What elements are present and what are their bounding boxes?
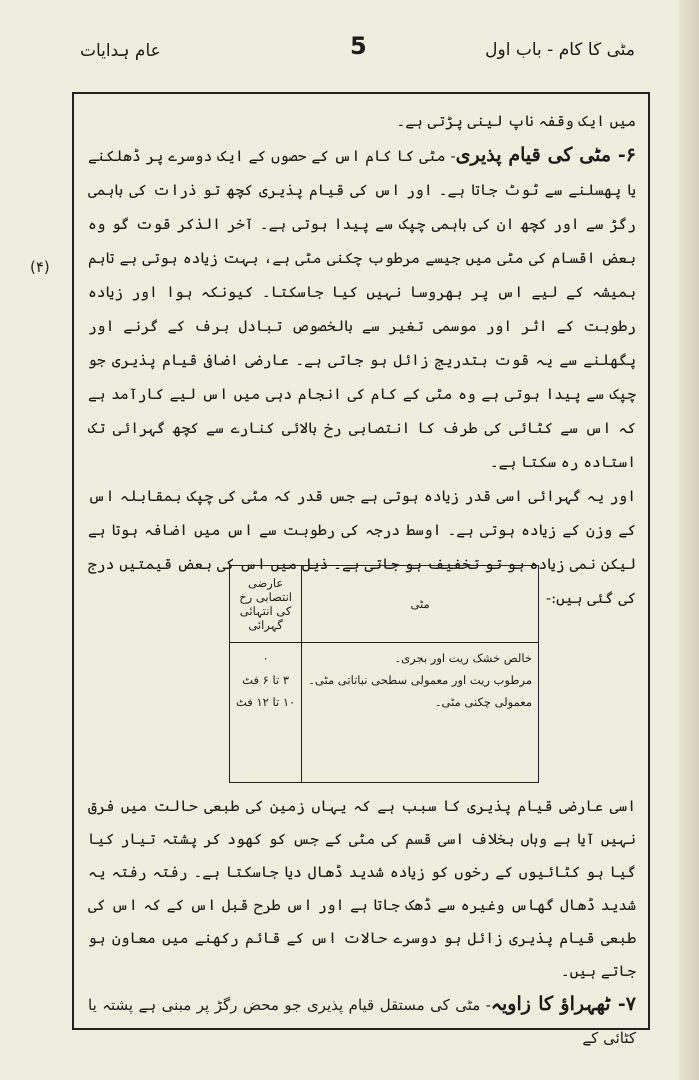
running-head-left: عام ہدایات [80,41,161,61]
running-head-right: مٹی کا کام - باب اول [485,40,635,60]
section-6-body [88,104,636,615]
soil-item: معمولی چکنی مٹی۔ [434,695,532,709]
section-7-text: - مٹی کی مستقل قیام پذیری جو محض رگڑ پر مبنی ہے پشتہ یا کٹائی کے [88,996,636,1047]
table-row [230,643,539,783]
soil-depth-table [229,565,539,783]
table-header-soil: مٹی [302,566,539,643]
margin-number: (۴) [30,258,50,276]
after-table-body [88,790,636,1055]
intro-line: میں ایک وقفہ ناپ لینی پڑتی ہے۔ [396,112,636,130]
depth-item: ۰ [262,651,269,665]
table-cell-depth [230,643,302,783]
depth-item: ۳ تا ۶ فٹ [242,673,290,687]
section-6-heading: ۶- مٹی کی قیام پذیری [455,144,636,166]
depth-item: ۱۰ تا ۱۲ فٹ [236,695,296,709]
section-7-heading: ۷- ٹھہراؤ کا زاویہ [490,993,636,1015]
section-6-paragraph-2: اور یہ گہرائی اسی قدر زیادہ ہوتی ہے جس قدر کہ مٹی کی چپک بمقابلہ اس کے وزن کے زیادہ ہوتی ہے۔ اوسط درجہ کی رطوبت سے اس میں اضافہ ہوتا ہے لیکن نمی زیادہ ہو تو تخفیف ہو جاتی ہے۔ ذیل میں اس کی بعض قیمتیں درج کی گئی ہیں:- [88,487,636,607]
table-header-depth: عارضی انتصابی رخ کی انتہائی گہرائی [230,566,302,643]
section-7-paragraph [88,988,636,1055]
after-table-paragraph: اسی عارضی قیام پذیری کا سبب ہے کہ یہاں زمین کی طبعی حالت میں فرق نہیں آیا ہے وہاں بخلاف اسی قسم کی مٹی کے جس کو کھود کر پشتہ تیار کیا گیا ہو کٹائیوں کے رخوں کو زیادہ شدید ڈھال دیا جاسکتا ہے۔ رفتہ رفتہ یہ شدید ڈھال گھاس وغیرہ سے ڈھک جاتا ہے اور اس طرح قبل اس کے کہ اس کی طبعی قیام پذیری زائل ہو دوسرے حالات اس کے قائم رکھنے میں معاون ہو جاتے ہیں۔ [88,797,636,980]
table-cell-soil [302,643,539,783]
page-number: 5 [350,32,367,60]
table-header-row [230,566,539,643]
page-header [60,32,635,72]
page-edge [679,0,699,1080]
section-6-text: - مٹی کا کام اس کے حصوں کے ایک دوسرے پر ڈھلکنے یا پھسلنے سے ٹوٹ جاتا ہے۔ اور اس کی قیام پذیری کچھ تو ذرات کی باہمی رگڑ سے اور کچھ ان کی باہمی چپک سے پیدا ہوتی ہے۔ آخر الذکر قوت گو وہ بعض اقسام کی مٹی میں جیسے مرطوب چکنی مٹی ہے، بہت زیادہ ہوتی ہے تاہم ہمیشہ کے لیے اس پر بھروسا نہیں کیا جاسکتا۔ کیونکہ ہوا اور زیادہ رطوبت کے اثر اور موسمی تغیر سے بالخصوص تبادل برف کے گرنے اور پگھلنے سے یہ قوت بتدریج زائل ہو جاتی ہے۔ عارضی اضافی قیام پذیری جو چپک سے پیدا ہوتی ہے وہ مٹی کے کام کی انجام دہی میں اس لیے کارآمد ہے کہ اس سے کٹائی کی طرف کا انتصابی رخ بالائی کنارے سے کچھ گہرائی تک استادہ رہ سکتا ہے۔ [88,147,636,471]
soil-item: خالص خشک ریت اور بجری۔ [394,651,532,665]
section-6-paragraph [88,138,636,479]
soil-item: مرطوب ریت اور معمولی سطحی نباتاتی مٹی۔ [308,673,532,687]
